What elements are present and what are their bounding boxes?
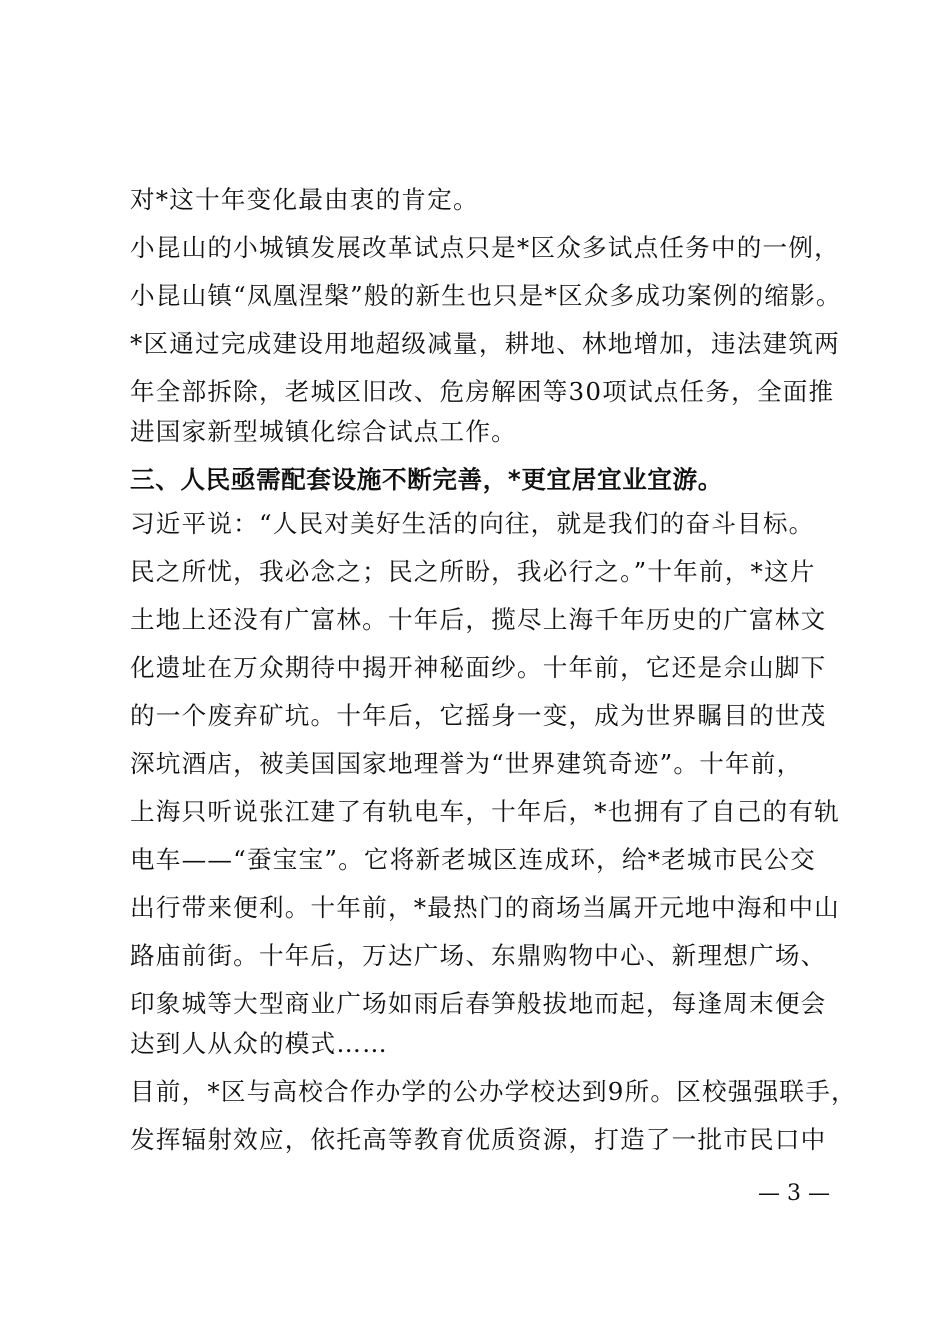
text-line: 土地上还没有广富林。十年后，揽尽上海千年历史的广富林文 [130, 605, 827, 634]
section-heading: 三、人民亟需配套设施不断完善，*更宜居宜业宜游。 [130, 465, 723, 494]
text-line: 对*这十年变化最由衷的肯定。 [130, 185, 479, 214]
text-line: 印象城等大型商业广场如雨后春笋般拔地而起，每逢周末便会 [130, 989, 827, 1018]
text-line: 小昆山的小城镇发展改革试点只是*区众多试点任务中的一例， [130, 233, 840, 262]
text-line: 上海只听说张江建了有轨电车，十年后，*也拥有了自己的有轨 [130, 797, 840, 826]
text-line: 出行带来便利。十年前，*最热门的商场当属开元地中海和中山 [130, 893, 840, 922]
text-line: 民之所忧，我必念之；民之所盼，我必行之。”十年前，*这片 [130, 557, 816, 586]
text-line: *区通过完成建设用地超级减量，耕地、林地增加，违法建筑两 [130, 329, 840, 358]
text-line: 小昆山镇“凤凰涅槃”般的新生也只是*区众多成功案例的缩影。 [130, 281, 842, 310]
text-line: 年全部拆除，老城区旧改、危房解困等30项试点任务，全面推 [130, 377, 835, 406]
text-line: 目前，*区与高校合作办学的公办学校达到9所。区校强强联手， [130, 1077, 857, 1106]
text-line: 化遗址在万众期待中揭开神秘面纱。十年前，它还是佘山脚下 [130, 653, 827, 682]
text-line: 进国家新型城镇化综合试点工作。 [130, 417, 517, 446]
text-line: 电车——“蚕宝宝”。它将新老城区连成环，给*老城市民公交 [130, 845, 816, 874]
text-line: 深坑酒店，被美国国家地理誉为“世界建筑奇迹”。十年前， [130, 749, 803, 778]
text-line: 的一个废弃矿坑。十年后，它摇身一变，成为世界瞩目的世茂 [130, 701, 827, 730]
text-line: 发挥辐射效应，依托高等教育优质资源，打造了一批市民口中 [130, 1125, 827, 1154]
text-line: 路庙前街。十年后，万达广场、东鼎购物中心、新理想广场、 [130, 941, 827, 970]
page-number: — 3 — [758, 1181, 830, 1206]
text-line: 达到人从众的模式…… [130, 1029, 388, 1058]
text-line: 习近平说：“人民对美好生活的向往，就是我们的奋斗目标。 [130, 509, 815, 538]
